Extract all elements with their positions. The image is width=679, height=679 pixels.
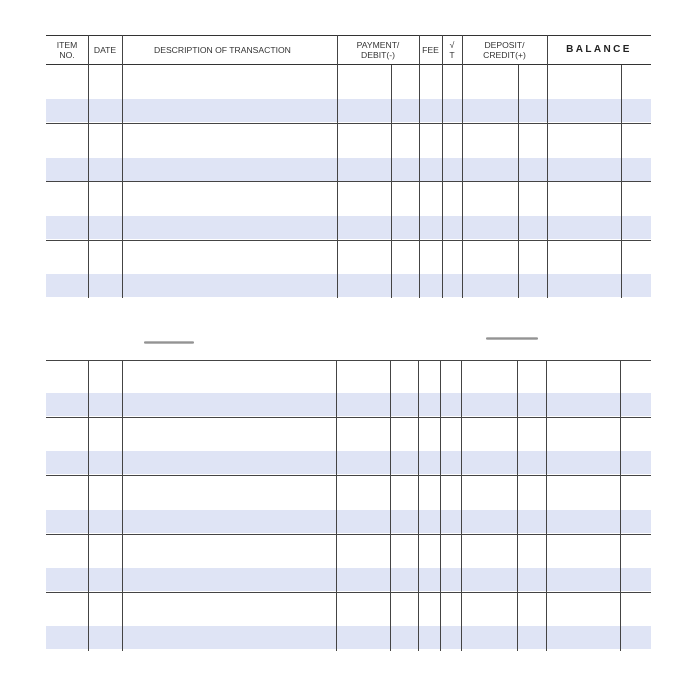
cents-divider	[518, 65, 519, 298]
register-top-rule	[46, 360, 651, 361]
row-band	[46, 393, 651, 416]
check-header	[442, 36, 462, 64]
row-band	[46, 158, 651, 181]
fee-header-label: FEE	[422, 45, 439, 55]
column-divider	[442, 35, 443, 298]
row-band	[46, 274, 651, 297]
row-separator	[46, 240, 651, 241]
row-separator	[46, 123, 651, 124]
row-band	[46, 99, 651, 122]
payment-header-line2: DEBIT(-)	[361, 50, 395, 60]
deposit-header	[462, 36, 547, 64]
cents-divider	[620, 360, 621, 651]
payment-header-line1: PAYMENT/	[356, 40, 400, 50]
description-header-label: DESCRIPTION OF TRANSACTION	[154, 45, 291, 55]
item-no-header-line2: NO.	[59, 50, 75, 60]
balance-header-label: BALANCE	[566, 44, 632, 55]
register-header	[46, 35, 651, 65]
payment-header	[337, 36, 419, 64]
deposit-header-line1: DEPOSIT/	[484, 40, 525, 50]
row-separator	[46, 534, 651, 535]
row-band	[46, 626, 651, 649]
date-header	[88, 36, 122, 64]
item-no-header	[46, 36, 88, 64]
date-header-label: DATE	[93, 45, 117, 55]
column-divider	[547, 35, 548, 298]
column-divider	[461, 360, 462, 651]
check-header-mark: √	[449, 40, 455, 50]
row-band	[46, 568, 651, 591]
column-divider	[122, 360, 123, 651]
cents-divider	[391, 65, 392, 298]
column-divider	[88, 35, 89, 298]
column-divider	[546, 360, 547, 651]
check-header-t: T	[449, 50, 455, 60]
row-separator	[46, 592, 651, 593]
row-separator	[46, 417, 651, 418]
fee-header	[419, 36, 442, 64]
deposit-header-line2: CREDIT(+)	[483, 50, 526, 60]
row-separator	[46, 181, 651, 182]
column-divider	[337, 35, 338, 298]
item-no-header-line1: ITEM	[56, 40, 78, 50]
cents-divider	[517, 360, 518, 651]
row-separator	[46, 475, 651, 476]
column-divider	[122, 35, 123, 298]
row-band	[46, 216, 651, 239]
row-band	[46, 451, 651, 474]
column-divider	[440, 360, 441, 651]
column-divider	[418, 360, 419, 651]
cents-divider	[621, 65, 622, 298]
cents-divider	[390, 360, 391, 651]
top-register	[46, 35, 651, 298]
staple-right	[486, 337, 538, 340]
column-divider	[462, 35, 463, 298]
description-header	[122, 36, 337, 64]
column-divider	[336, 360, 337, 651]
column-divider	[419, 35, 420, 298]
row-band	[46, 510, 651, 533]
bottom-register	[46, 360, 651, 651]
staple-left	[144, 341, 194, 344]
column-divider	[88, 360, 89, 651]
balance-header	[547, 36, 651, 64]
